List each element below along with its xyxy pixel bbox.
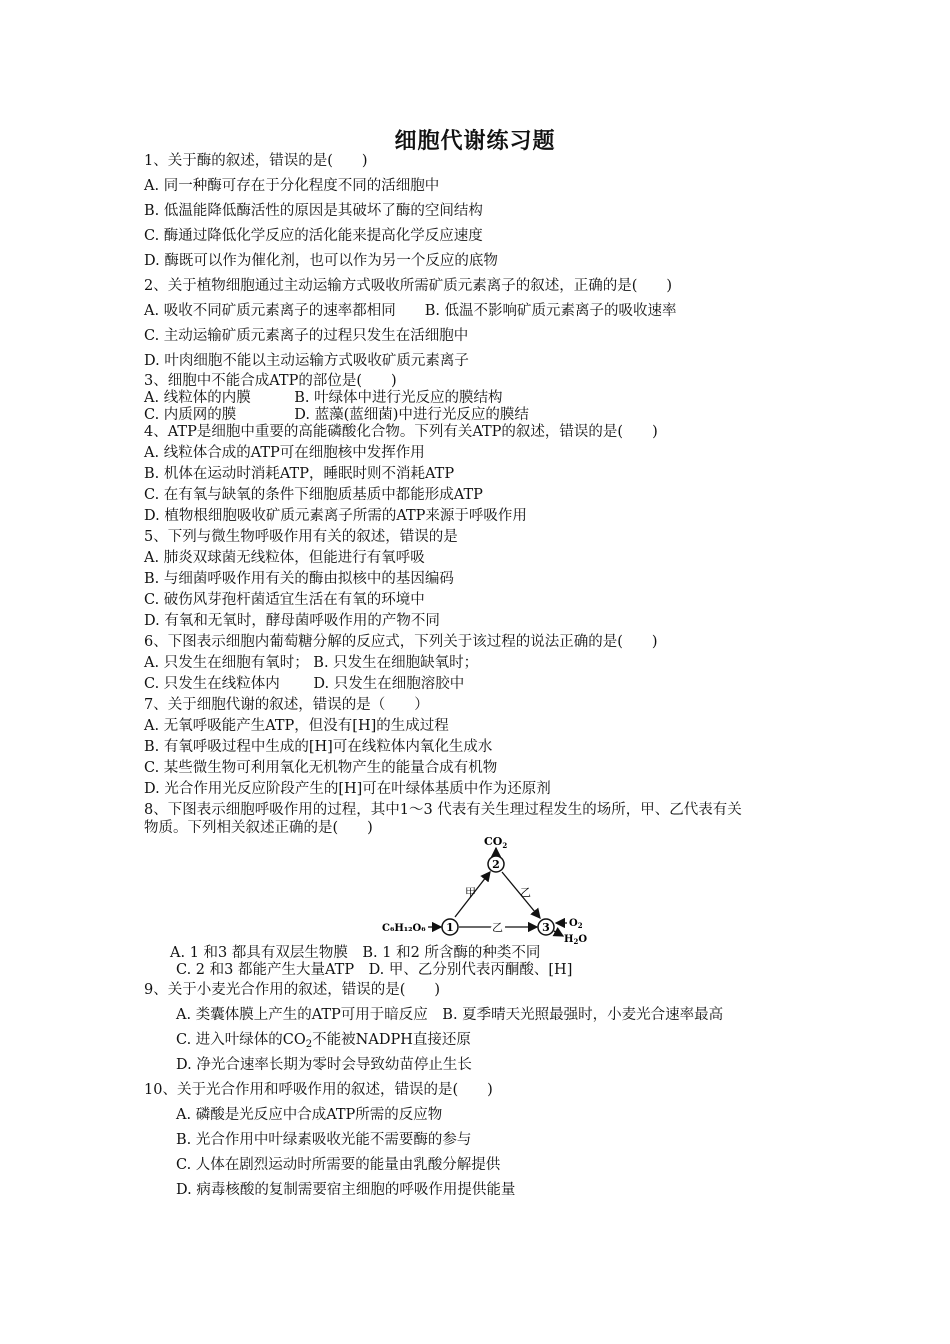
q9-option-d: D. 净光合速率长期为零时会导致幼苗停止生长 [176,1057,472,1073]
q5-stem: 5、下列与微生物呼吸作用有关的叙述，错误的是 [144,529,458,545]
q1-option-c: C. 酶通过降低化学反应的活化能来提高化学反应速度 [144,228,483,244]
q9-option-c [176,1031,471,1054]
q1-option-d: D. 酶既可以作为催化剂，也可以作为另一个反应的底物 [144,253,498,269]
q9-option-c-sub: 2 [305,1039,313,1050]
q10-option-d: D. 病毒核酸的复制需要宿主细胞的呼吸作用提供能量 [176,1182,516,1198]
h2o-label: $H_2O$ [564,934,588,945]
jia-label: 甲 [465,886,476,899]
q3-options-ab: A. 线粒体的内膜 B. 叶绿体中进行光反应的膜结构 [144,390,503,406]
q2-options-ab: A. 吸收不同矿质元素离子的速率都相同 B. 低温不影响矿质元素离子的吸收速率 [144,303,677,319]
q9-options-ab: A. 类囊体膜上产生的ATP可用于暗反应 B. 夏季晴天光照最强时，小麦光合速率最高 [176,1007,724,1023]
q8-options-ab: A. 1 和3 都具有双层生物膜 B. 1 和2 所含酶的种类不同 [170,945,541,961]
q1-option-b: B. 低温能降低酶活性的原因是其破坏了酶的空间结构 [144,203,483,219]
q4-option-d: D. 植物根细胞吸收矿质元素离子所需的ATP来源于呼吸作用 [144,508,527,524]
q3-stem: 3、细胞中不能合成ATP的部位是( ) [144,373,397,389]
q4-option-c: C. 在有氧与缺氧的条件下细胞质基质中都能形成ATP [144,487,483,503]
yi-label-bottom: 乙 [492,921,503,934]
q4-option-a: A. 线粒体合成的ATP可在细胞核中发挥作用 [144,445,425,461]
q5-option-b: B. 与细菌呼吸作用有关的酶由拟核中的基因编码 [144,571,454,587]
yi-label-right: 乙 [520,886,531,899]
q5-option-a: A. 肺炎双球菌无线粒体，但能进行有氧呼吸 [144,550,425,566]
q6-options-ab: A. 只发生在细胞有氧时； B. 只发生在细胞缺氧时； [144,655,479,671]
q10-option-c: C. 人体在剧烈运动时所需要的能量由乳酸分解提供 [176,1157,501,1173]
q4-stem: 4、ATP是细胞中重要的高能磷酸化合物。下列有关ATP的叙述，错误的是( ) [144,424,658,440]
q8-options-cd: C. 2 和3 都能产生大量ATP D. 甲、乙分别代表丙酮酸、[H] [176,962,573,978]
q8-stem-line1: 8、下图表示细胞呼吸作用的过程，其中1～3 代表有关生理过程发生的场所，甲、乙代表有关 [144,802,742,818]
q7-option-c: C. 某些微生物可利用氧化无机物产生的能量合成有机物 [144,760,498,776]
q10-option-a: A. 磷酸是光反应中合成ATP所需的反应物 [176,1107,443,1123]
page-title: 细胞代谢练习题 [394,128,556,154]
o2-label: $O_2$ [569,918,583,930]
q7-option-a: A. 无氧呼吸能产生ATP，但没有[H]的生成过程 [144,718,449,734]
arrow-3-to-h2o [554,931,563,936]
q1-stem: 1、关于酶的叙述，错误的是( ) [144,153,368,169]
q9-stem: 9、关于小麦光合作用的叙述，错误的是( ) [144,982,441,998]
q7-stem: 7、关于细胞代谢的叙述，错误的是（ ） [144,697,429,713]
q9-option-c-prefix: C. 进入叶绿体的 [176,1032,283,1048]
q9-option-c-co: CO [282,1032,306,1048]
q7-option-b: B. 有氧呼吸过程中生成的[H]可在线粒体内氧化生成水 [144,739,493,755]
q1-option-a: A. 同一种酶可存在于分化程度不同的活细胞中 [144,178,440,194]
q2-option-c: C. 主动运输矿质元素离子的过程只发生在活细胞中 [144,328,469,344]
node-3-label: 3 [542,921,550,934]
glucose-label: C₆H₁₂O₆ [382,923,426,934]
q4-option-b: B. 机体在运动时消耗ATP，睡眠时则不消耗ATP [144,466,455,482]
q5-option-c: C. 破伤风芽孢杆菌适宜生活在有氧的环境中 [144,592,425,608]
q8-stem-line2: 物质。下列相关叙述正确的是( ) [144,820,373,836]
q2-option-d: D. 叶肉细胞不能以主动运输方式吸收矿质元素离子 [144,353,469,369]
q5-option-d: D. 有氧和无氧时，酵母菌呼吸作用的产物不同 [144,613,440,629]
q6-stem: 6、下图表示细胞内葡萄糖分解的反应式，下列关于该过程的说法正确的是( ) [144,634,658,650]
q7-option-d: D. 光合作用光反应阶段产生的[H]可在叶绿体基质中作为还原剂 [144,781,551,797]
respiration-diagram [380,830,600,945]
q9-option-c-rest: 不能被NADPH直接还原 [312,1032,471,1048]
q3-options-cd: C. 内质网的膜 D. 蓝藻(蓝细菌)中进行光反应的膜结 [144,407,529,423]
q2-stem: 2、关于植物细胞通过主动运输方式吸收所需矿质元素离子的叙述，正确的是( ) [144,278,673,294]
q10-option-b: B. 光合作用中叶绿素吸收光能不需要酶的参与 [176,1132,472,1148]
q6-options-cd: C. 只发生在线粒体内 D. 只发生在细胞溶胶中 [144,676,465,692]
node-1-label: 1 [446,921,454,934]
node-2-label: 2 [492,858,500,871]
co2-label: $CO_2$ [484,835,508,850]
q10-stem: 10、关于光合作用和呼吸作用的叙述，错误的是( ) [144,1082,493,1098]
